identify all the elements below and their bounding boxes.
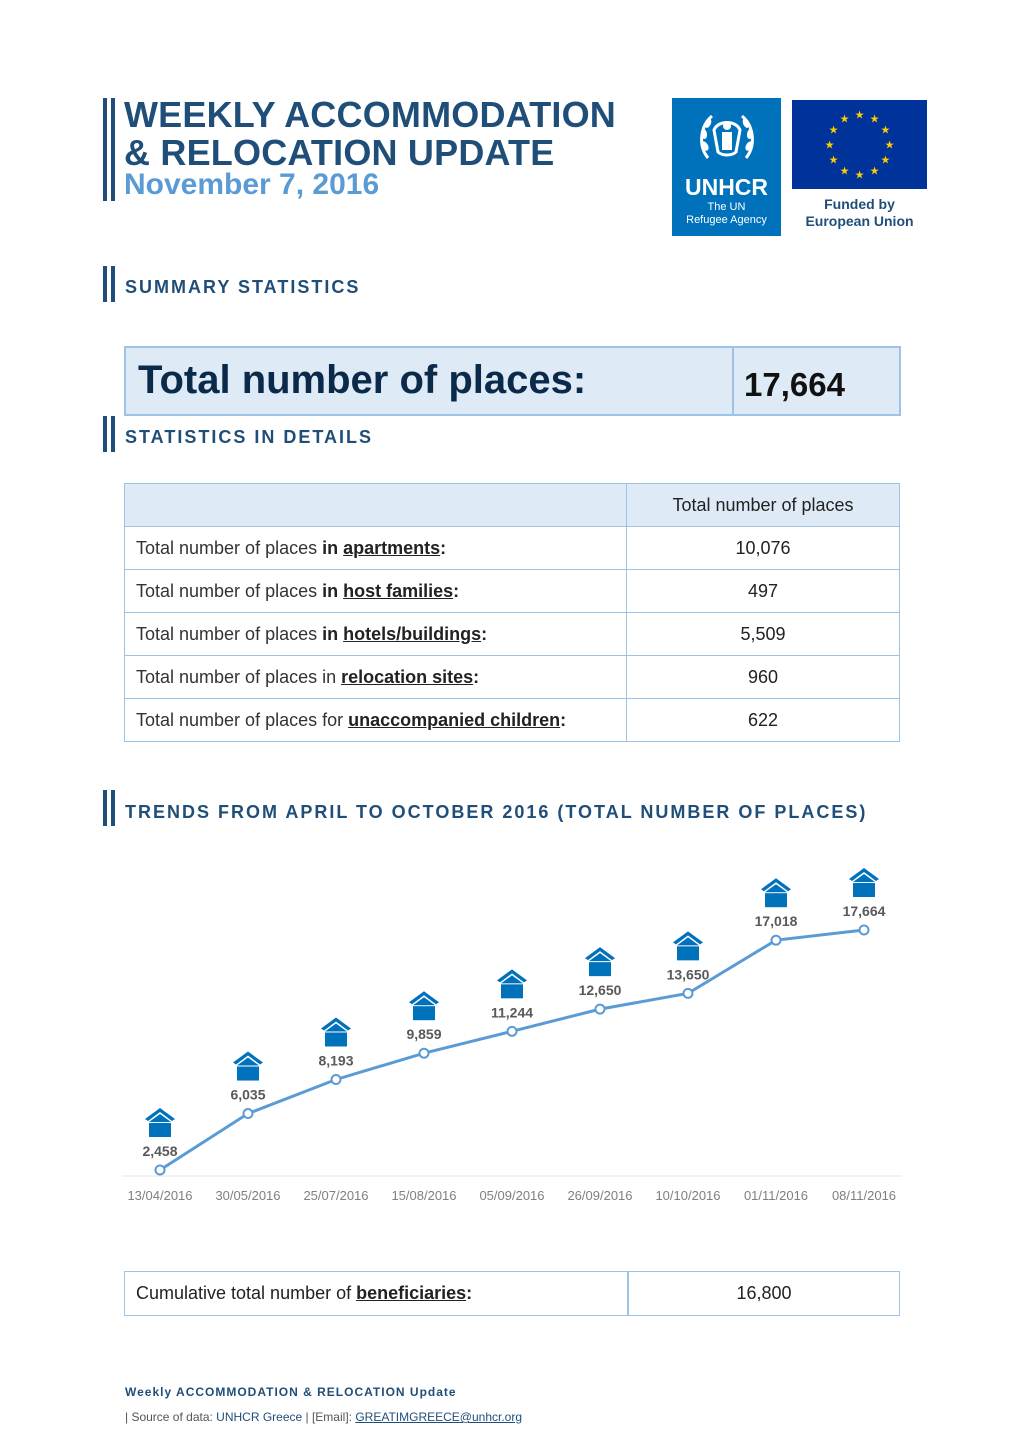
data-label: 17,018 xyxy=(754,913,798,930)
house-icon xyxy=(409,991,439,1020)
details-accent-bar xyxy=(103,416,115,452)
row-label-suffix: : xyxy=(473,666,480,687)
row-label xyxy=(125,699,627,742)
data-label: 2,458 xyxy=(142,1143,178,1159)
row-label-suffix: : xyxy=(440,537,447,558)
data-label: 13,650 xyxy=(666,966,710,983)
eu-text-line-2: European Union xyxy=(805,213,914,229)
x-tick-label: 10/10/2016 xyxy=(655,1188,721,1203)
title-line-2: & RELOCATION UPDATE xyxy=(124,132,555,173)
eu-star-icon: ★ xyxy=(880,124,891,137)
beneficiaries-box xyxy=(124,1271,900,1316)
house-icon xyxy=(585,947,615,976)
footer-email-link[interactable]: GREATIMGREECE@unhcr.org xyxy=(355,1410,522,1424)
row-label-keyword xyxy=(348,710,566,730)
x-tick-label: 13/04/2016 xyxy=(127,1188,193,1203)
eu-star-icon: ★ xyxy=(839,113,850,126)
house-icon xyxy=(497,969,527,998)
row-label-keyword xyxy=(322,538,446,558)
row-label-kw: in xyxy=(322,580,344,601)
eu-star-icon: ★ xyxy=(828,124,839,137)
row-label-prefix: Total number of places xyxy=(136,623,323,644)
row-label-kw: in xyxy=(322,623,344,644)
row-label-keyword xyxy=(341,667,479,687)
eu-star-icon: ★ xyxy=(824,139,835,152)
house-icon xyxy=(849,868,879,897)
footer-source-name: UNHCR Greece xyxy=(216,1410,303,1424)
data-point xyxy=(596,1005,605,1014)
data-point xyxy=(684,989,693,998)
row-label-prefix: Total number of places in xyxy=(136,666,342,687)
x-tick-label: 26/09/2016 xyxy=(567,1188,633,1203)
row-label-suffix: : xyxy=(481,623,488,644)
table-row xyxy=(125,699,900,742)
table-row xyxy=(125,527,900,570)
eu-star-icon: ★ xyxy=(880,154,891,167)
x-tick-label: 15/08/2016 xyxy=(391,1188,457,1203)
data-point xyxy=(420,1049,429,1058)
data-point xyxy=(156,1166,165,1175)
row-value: 960 xyxy=(627,656,900,699)
row-label-kw: in xyxy=(322,537,344,558)
data-label: 6,035 xyxy=(230,1086,266,1103)
page-title xyxy=(124,96,616,172)
total-places-label: Total number of places: xyxy=(138,358,587,402)
unhcr-name: UNHCR xyxy=(684,174,769,200)
beneficiaries-label xyxy=(136,1283,472,1304)
data-point xyxy=(332,1075,341,1084)
house-icon xyxy=(761,878,791,907)
x-tick-label: 30/05/2016 xyxy=(215,1188,281,1203)
header-accent-bar xyxy=(103,98,115,201)
house-icon xyxy=(145,1108,175,1137)
x-tick-label: 05/09/2016 xyxy=(479,1188,545,1203)
data-point xyxy=(772,936,781,945)
table-row xyxy=(125,613,900,656)
data-point xyxy=(244,1109,253,1118)
row-label-prefix: Total number of places xyxy=(136,537,323,558)
series-line xyxy=(160,930,864,1170)
footer-title: Weekly ACCOMMODATION & RELOCATION Update xyxy=(125,1385,457,1399)
footer-source xyxy=(125,1410,522,1424)
data-point xyxy=(508,1027,517,1036)
unhcr-emblem-icon xyxy=(694,106,760,172)
house-icon xyxy=(673,931,703,960)
trend-line-chart xyxy=(110,850,910,1220)
table-header-places: Total number of places xyxy=(627,484,900,527)
row-label xyxy=(125,656,627,699)
table-row xyxy=(125,570,900,613)
row-label-suffix: : xyxy=(453,580,460,601)
data-point xyxy=(860,926,869,935)
total-box-divider xyxy=(732,348,734,414)
summary-accent-bar xyxy=(103,266,115,302)
unhcr-sub-line-1: The UN xyxy=(707,201,746,213)
report-date: November 7, 2016 xyxy=(124,168,380,201)
x-tick-label: 25/07/2016 xyxy=(303,1188,369,1203)
house-icon xyxy=(321,1017,351,1046)
beneficiaries-suffix: : xyxy=(466,1283,473,1303)
details-section-title: STATISTICS IN DETAILS xyxy=(125,427,373,447)
beneficiaries-value: 16,800 xyxy=(736,1283,792,1303)
beneficiaries-keyword xyxy=(356,1283,472,1303)
eu-funding-text xyxy=(792,196,927,230)
row-label-prefix: Total number of places for xyxy=(136,709,349,730)
row-value: 5,509 xyxy=(627,613,900,656)
row-label-suffix: : xyxy=(560,709,567,730)
data-label: 12,650 xyxy=(578,982,622,999)
row-label-link: relocation sites xyxy=(341,666,474,687)
row-label-link: unaccompanied children xyxy=(348,709,561,730)
row-label-prefix: Total number of places xyxy=(136,580,323,601)
data-label: 8,193 xyxy=(318,1052,354,1069)
summary-section-title: SUMMARY STATISTICS xyxy=(125,277,361,297)
row-value: 10,076 xyxy=(627,527,900,570)
eu-star-icon: ★ xyxy=(869,113,880,126)
title-line-1: WEEKLY ACCOMMODATION xyxy=(124,94,617,135)
eu-flag xyxy=(792,100,927,189)
row-label-link: apartments xyxy=(343,537,441,558)
footer-source-prefix: | Source of data: xyxy=(125,1410,217,1424)
trends-section-title: TRENDS FROM APRIL TO OCTOBER 2016 (TOTAL NUMBER OF PLACES) xyxy=(125,802,868,822)
row-label-keyword xyxy=(322,624,487,644)
row-label xyxy=(125,570,627,613)
eu-star-icon: ★ xyxy=(854,109,865,122)
row-label-keyword xyxy=(322,581,459,601)
details-table xyxy=(124,483,900,742)
beneficiaries-link: beneficiaries xyxy=(356,1283,467,1303)
house-icon xyxy=(233,1052,263,1081)
data-label: 17,664 xyxy=(842,903,886,919)
table-header-empty xyxy=(125,484,627,527)
x-tick-label: 01/11/2016 xyxy=(743,1188,809,1203)
eu-text-line-1: Funded by xyxy=(824,196,895,212)
row-label-link: host families xyxy=(343,580,454,601)
x-tick-label: 08/11/2016 xyxy=(831,1188,897,1203)
row-label xyxy=(125,527,627,570)
table-row xyxy=(125,656,900,699)
total-places-value: 17,664 xyxy=(744,366,845,403)
unhcr-sub-line-2: Refugee Agency xyxy=(686,214,767,226)
row-label xyxy=(125,613,627,656)
eu-star-icon: ★ xyxy=(869,165,880,178)
unhcr-subtitle xyxy=(672,201,781,227)
unhcr-logo xyxy=(672,98,781,236)
eu-star-icon: ★ xyxy=(854,169,865,182)
footer-email-prefix: | [Email]: xyxy=(302,1410,356,1424)
data-label: 9,859 xyxy=(406,1026,442,1043)
eu-stars-icon xyxy=(792,100,927,189)
total-places-box xyxy=(124,346,901,416)
trends-accent-bar xyxy=(103,790,115,826)
eu-star-icon: ★ xyxy=(839,165,850,178)
row-value: 622 xyxy=(627,699,900,742)
row-label-link: hotels/buildings xyxy=(343,623,482,644)
beneficiaries-label-prefix: Cumulative total number of xyxy=(136,1283,357,1303)
data-label: 11,244 xyxy=(490,1004,534,1021)
table-header-row xyxy=(125,484,900,527)
row-value: 497 xyxy=(627,570,900,613)
eu-star-icon: ★ xyxy=(884,139,895,152)
eu-star-icon: ★ xyxy=(828,154,839,167)
